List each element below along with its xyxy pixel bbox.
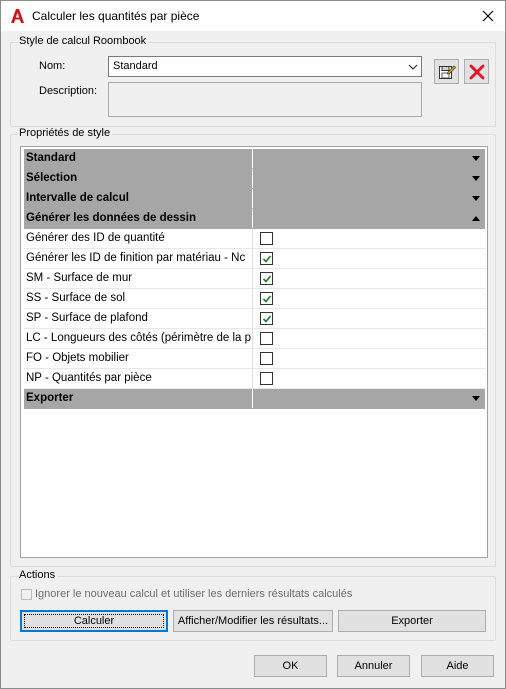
checkmark-icon — [262, 274, 272, 284]
property-row — [24, 249, 485, 269]
help-button[interactable] — [421, 655, 494, 677]
property-row — [24, 229, 485, 249]
property-label: Générer des ID de quantité — [24, 229, 253, 248]
property-row — [24, 309, 485, 329]
property-label: SM - Surface de mur — [24, 269, 253, 288]
expand-arrow-icon — [472, 156, 480, 161]
window-title: Calculer les quantités par pièce — [32, 9, 200, 23]
property-checkbox[interactable] — [260, 292, 273, 305]
autocad-logo-icon — [9, 8, 25, 24]
style-name-select[interactable] — [108, 56, 422, 77]
property-grid — [20, 146, 488, 558]
ignore-recalc-label: Ignorer le nouveau calcul et utiliser les derniers résultats calculés — [35, 588, 353, 600]
property-row — [24, 289, 485, 309]
property-row — [24, 369, 485, 389]
category-label: Standard — [24, 149, 253, 168]
category-interval[interactable] — [24, 189, 485, 209]
properties-group-legend: Propriétés de style — [19, 127, 111, 139]
checkmark-icon — [262, 254, 272, 264]
category-standard[interactable] — [24, 149, 485, 169]
property-row — [24, 349, 485, 369]
calculate-button[interactable] — [20, 610, 168, 632]
chevron-down-icon — [408, 62, 418, 72]
show-results-button-label: Afficher/Modifier les résultats... — [177, 615, 329, 627]
style-name-value: Standard — [113, 60, 158, 72]
delete-x-icon — [468, 63, 486, 81]
category-label: Sélection — [24, 169, 253, 188]
property-checkbox[interactable] — [260, 352, 273, 365]
delete-style-button[interactable] — [464, 59, 489, 84]
save-edit-icon — [438, 63, 456, 81]
description-label: Description: — [39, 85, 98, 97]
cancel-button-label: Annuler — [354, 660, 393, 672]
property-checkbox[interactable] — [260, 232, 273, 245]
name-label: Nom: — [39, 60, 66, 72]
title-bar — [1, 1, 505, 31]
expand-arrow-icon — [472, 196, 480, 201]
property-label: FO - Objets mobilier — [24, 349, 253, 368]
category-drawing-data[interactable] — [24, 209, 485, 229]
category-label: Intervalle de calcul — [24, 189, 253, 208]
property-checkbox[interactable] — [260, 372, 273, 385]
property-label: SS - Surface de sol — [24, 289, 253, 308]
ignore-recalc-checkbox[interactable] — [21, 589, 32, 600]
property-label: LC - Longueurs des côtés (périmètre de la p — [24, 329, 253, 348]
checkmark-icon — [262, 314, 272, 324]
help-button-label: Aide — [446, 660, 469, 672]
property-row — [24, 329, 485, 349]
collapse-arrow-icon — [472, 216, 480, 221]
property-label: SP - Surface de plafond — [24, 309, 253, 328]
save-style-button[interactable] — [434, 59, 459, 84]
expand-arrow-icon — [472, 396, 480, 401]
calculate-button-label: Calculer — [73, 615, 115, 627]
property-checkbox[interactable] — [260, 332, 273, 345]
property-checkbox[interactable] — [260, 272, 273, 285]
category-selection[interactable] — [24, 169, 485, 189]
actions-group-legend: Actions — [19, 569, 56, 581]
property-checkbox[interactable] — [260, 252, 273, 265]
category-label: Exporter — [24, 389, 253, 408]
style-group-legend: Style de calcul Roombook — [19, 35, 147, 47]
ok-button[interactable] — [254, 655, 327, 677]
focus-rectangle — [24, 614, 164, 628]
property-label: Générer les ID de finition par matériau - Nc — [24, 249, 253, 268]
checkmark-icon — [262, 294, 272, 304]
property-label: NP - Quantités par pièce — [24, 369, 253, 388]
export-button[interactable] — [338, 610, 486, 632]
expand-arrow-icon — [472, 176, 480, 181]
ok-button-label: OK — [282, 660, 299, 672]
category-export[interactable] — [24, 389, 485, 409]
description-field[interactable] — [108, 82, 422, 117]
close-icon[interactable] — [477, 5, 499, 27]
category-label: Générer les données de dessin — [24, 209, 253, 228]
property-checkbox[interactable] — [260, 312, 273, 325]
export-button-label: Exporter — [391, 615, 433, 627]
show-results-button[interactable] — [173, 610, 333, 632]
property-row — [24, 269, 485, 289]
cancel-button[interactable] — [337, 655, 410, 677]
